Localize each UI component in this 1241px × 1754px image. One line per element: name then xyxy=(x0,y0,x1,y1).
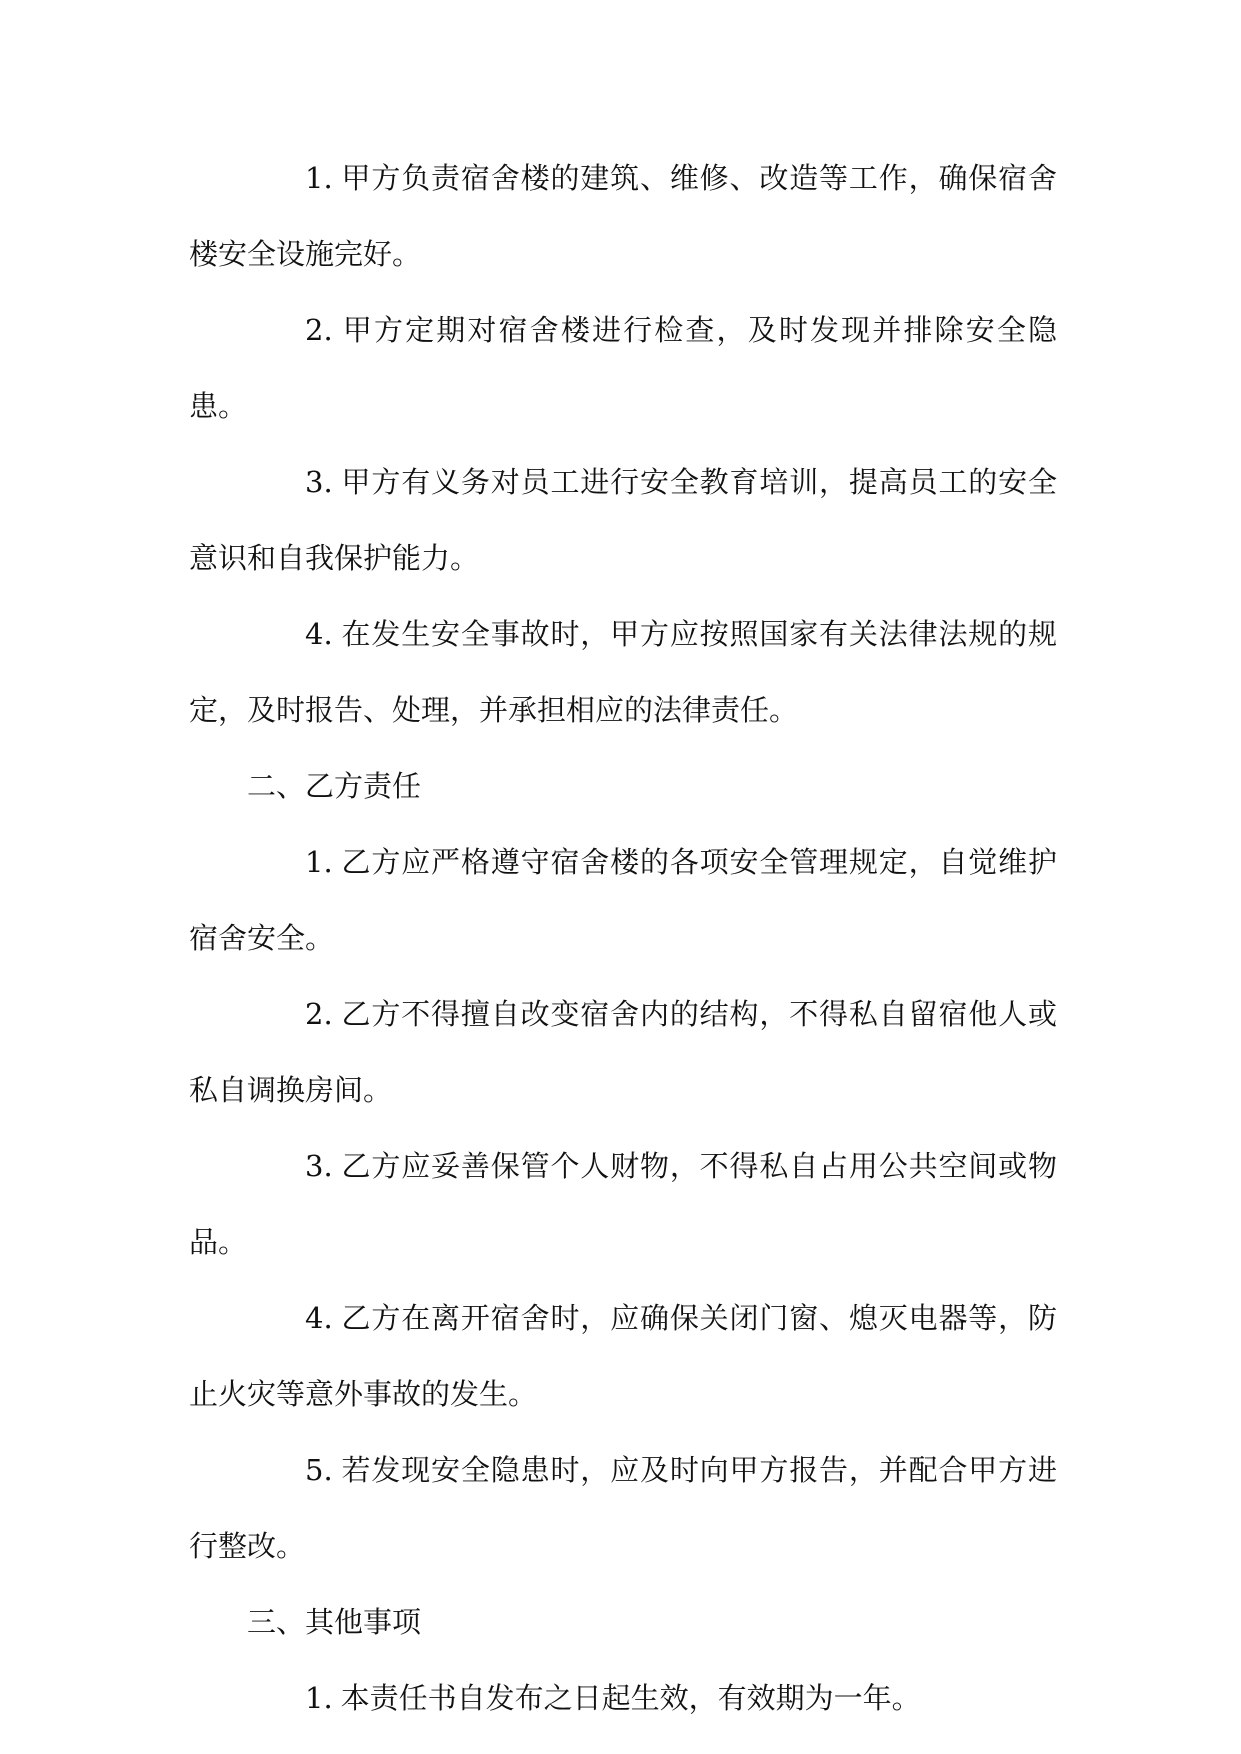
clause-number: 5. xyxy=(305,1453,333,1487)
clause-b3 xyxy=(189,1128,1057,1280)
clause-number: 2. xyxy=(305,997,333,1031)
clause-b2 xyxy=(189,976,1057,1128)
clause-text: 在发生安全事故时，甲方应按照国家有关法律法规的规定，及时报告、处理，并承担相应的法律责任。 xyxy=(189,617,1057,727)
clause-number: 1. xyxy=(305,161,333,195)
clause-number: 4. xyxy=(305,1301,333,1335)
clause-b5 xyxy=(189,1432,1057,1584)
clause-number: 1. xyxy=(305,845,333,879)
clause-number: 4. xyxy=(305,617,333,651)
clause-text: 本责任书自发布之日起生效，有效期为一年。 xyxy=(340,1681,921,1715)
clause-text: 甲方负责宿舍楼的建筑、维修、改造等工作，确保宿舍楼安全设施完好。 xyxy=(189,161,1057,271)
section-heading-text: 二、乙方责任 xyxy=(247,769,422,803)
clause-a3 xyxy=(189,444,1057,596)
clause-a4 xyxy=(189,596,1057,748)
clause-a2 xyxy=(189,292,1057,444)
clause-number: 2. xyxy=(305,313,333,347)
clause-text: 乙方在离开宿舍时，应确保关闭门窗、熄灭电器等，防止火灾等意外事故的发生。 xyxy=(189,1301,1057,1411)
section-heading-text: 三、其他事项 xyxy=(247,1605,422,1639)
clause-number: 1. xyxy=(305,1681,333,1715)
clause-c1 xyxy=(189,1660,1057,1736)
clause-text: 若发现安全隐患时，应及时向甲方报告，并配合甲方进行整改。 xyxy=(189,1453,1057,1563)
clause-a1 xyxy=(189,140,1057,292)
clause-number: 3. xyxy=(305,465,333,499)
section-heading-c xyxy=(189,1584,1057,1660)
clause-b1 xyxy=(189,824,1057,976)
clause-text: 乙方应妥善保管个人财物，不得私自占用公共空间或物品。 xyxy=(189,1149,1057,1259)
clause-text: 乙方不得擅自改变宿舍内的结构，不得私自留宿他人或私自调换房间。 xyxy=(189,997,1057,1107)
clause-text: 甲方有义务对员工进行安全教育培训，提高员工的安全意识和自我保护能力。 xyxy=(189,465,1057,575)
clause-number: 3. xyxy=(305,1149,333,1183)
clause-b4 xyxy=(189,1280,1057,1432)
clause-text: 乙方应严格遵守宿舍楼的各项安全管理规定，自觉维护宿舍安全。 xyxy=(189,845,1057,955)
clause-text: 甲方定期对宿舍楼进行检查，及时发现并排除安全隐患。 xyxy=(189,313,1057,423)
document-body xyxy=(189,140,1057,1736)
section-heading-b xyxy=(189,748,1057,824)
